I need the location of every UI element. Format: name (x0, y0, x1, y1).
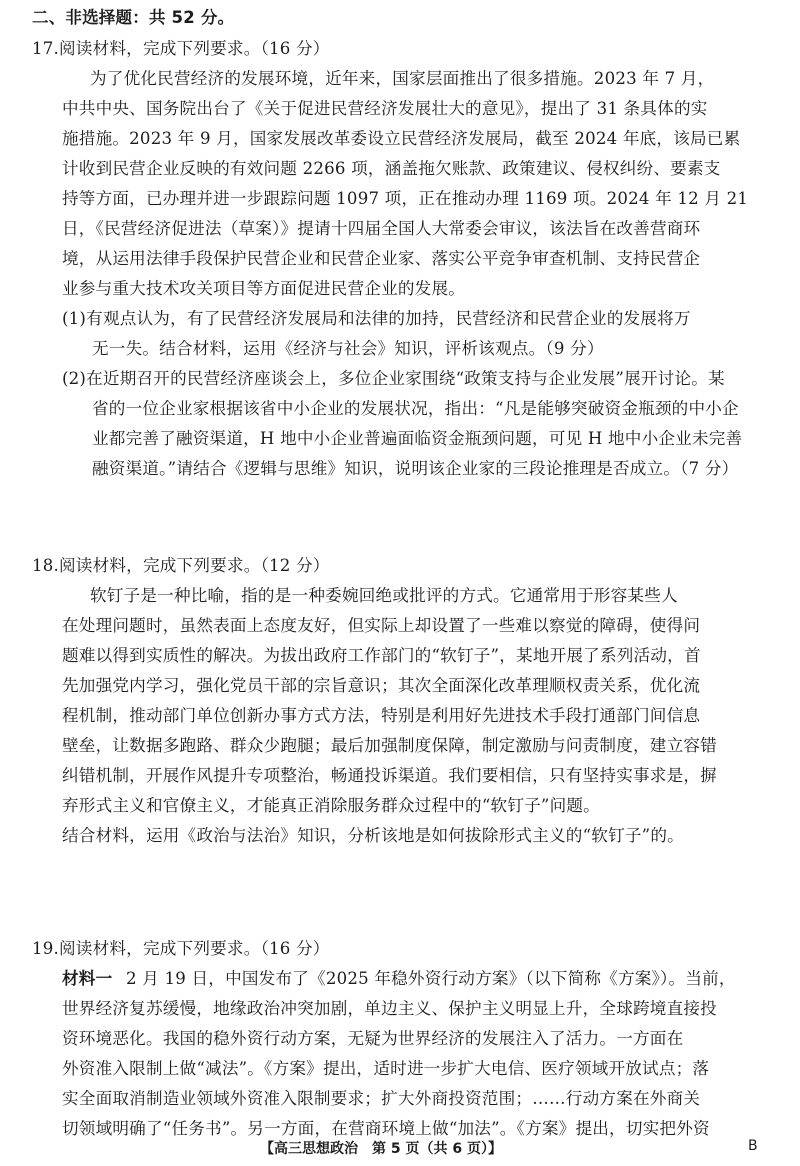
q19-para-line: 实全面取消制造业领域外资准入限制要求；扩大外商投资范围；……行动方案在外商关 (62, 1089, 701, 1108)
q17-subquestion-2-cont: 业都完善了融资渠道，H 地中小企业普遍面临资金瓶颈问题，可见 H 地中小企业未完善 (92, 429, 743, 448)
page-footer (0, 1138, 800, 1160)
q17-para-line: 中共中央、国务院出台了《关于促进民营经济发展壮大的意见》，提出了 31 条具体的实 (62, 99, 708, 118)
q17-para-line: 计收到民营企业反映的有效问题 2266 项，涵盖拖欠账款、政策建议、侵权纠纷、要素支 (62, 159, 721, 178)
q19-para-line: 世界经济复苏缓慢，地缘政治冲突加剧，单边主义、保护主义明显上升，全球跨境直接投 (62, 999, 717, 1018)
q17-para-line: 日，《民营经济促进法（草案）》提请十四届全国人大常委会审议，该法旨在改善营商环 (62, 219, 701, 238)
q17-para-line: 为了优化民营经济的发展环境，近年来，国家层面推出了很多措施。2023 年 7 月， (90, 69, 715, 88)
q18-task: 结合材料，运用《政治与法治》知识，分析该地是如何拔除形式主义的“软钉子”的。 (62, 826, 684, 845)
footer-page-label: 【高三思想政治 第 5 页（共 6 页）】 (260, 1141, 502, 1157)
section-title: 二、非选择题：共 52 分。 (32, 8, 235, 27)
q17-subquestion-2-cont: 融资渠道。”请结合《逻辑与思维》知识，说明该企业家的三段论推理是否成立。（7 分） (92, 459, 739, 478)
q17-subquestion-1: (1)有观点认为，有了民营经济发展局和法律的加持，民营经济和民营企业的发展将万 (62, 309, 691, 328)
q18-para-line: 软钉子是一种比喻，指的是一种委婉回绝或批评的方式。它通常用于形容某些人 (90, 586, 678, 605)
q18-para-line: 程机制，推动部门单位创新办事方式方法，特别是利用好先进技术手段打通部门间信息 (62, 706, 701, 725)
q18-para-line: 纠错机制，开展作风提升专项整治，畅通投诉渠道。我们要相信，只有坚持实事求是，摒 (62, 766, 717, 785)
footer-version: B (748, 1138, 758, 1154)
q17-heading: 17.阅读材料，完成下列要求。（16 分） (32, 39, 330, 58)
q17-subquestion-2-cont: 省的一位企业家根据该省中小企业的发展状况，指出：“凡是能够突破资金瓶颈的中小企 (92, 399, 739, 418)
q17-subquestion-1-cont: 无一失。结合材料，运用《经济与社会》知识，评析该观点。（9 分） (92, 339, 604, 358)
q19-para-line: 外资准入限制上做“减法”。《方案》提出，适时进一步扩大电信、医疗领域开放试点；落 (62, 1059, 710, 1078)
q19-heading: 19.阅读材料，完成下列要求。（16 分） (32, 939, 330, 958)
q18-para-line: 在处理问题时，虽然表面上态度友好，但实际上却设置了一些难以察觉的障碍，使得问 (62, 616, 701, 635)
q19-para-line: 2 月 19 日，中国发布了《2025 年稳外资行动方案》（以下简称《方案》）。当前， (126, 969, 736, 988)
q17-para-line: 业参与重大技术攻关项目等方面促进民营企业的发展。 (62, 279, 466, 298)
q19-para-line: 资环境恶化。我国的稳外资行动方案，无疑为世界经济的发展注入了活力。一方面在 (62, 1029, 684, 1048)
q18-para-line: 壁垒，让数据多跑路、群众少跑腿；最后加强制度保障，制定激励与问责制度，建立容错 (62, 736, 717, 755)
q17-para-line: 境，从运用法律手段保护民营企业和民营企业家、落实公平竞争审查机制、支持民营企 (62, 249, 701, 268)
q19-para-line: 切领域明确了“任务书”。另一方面，在营商环境上做“加法”。《方案》提出，切实把外资 (62, 1119, 710, 1138)
q17-para-line: 持等方面，已办理并进一步跟踪问题 1097 项，正在推动办理 1169 项。2024 年 12 月 21 (62, 189, 749, 208)
q18-para-line: 弃形式主义和官僚主义，才能真正消除服务群众过程中的“软钉子”问题。 (62, 796, 600, 815)
q18-para-line: 先加强党内学习，强化党员干部的宗旨意识；其次全面深化改革理顺权责关系，优化流 (62, 676, 701, 695)
q18-heading: 18.阅读材料，完成下列要求。（12 分） (32, 556, 330, 575)
q17-subquestion-2: (2)在近期召开的民营经济座谈会上，多位企业家围绕“政策支持与企业发展”展开讨论。某 (62, 369, 725, 388)
q18-para-line: 题难以得到实质性的解决。为拔出政府工作部门的“软钉子”，某地开展了系列活动，首 (62, 646, 701, 665)
q17-para-line: 施措施。2023 年 9 月，国家发展改革委设立民营经济发展局，截至 2024 年底，该局已累 (62, 129, 741, 148)
q19-material-label: 材料一 (62, 969, 113, 988)
